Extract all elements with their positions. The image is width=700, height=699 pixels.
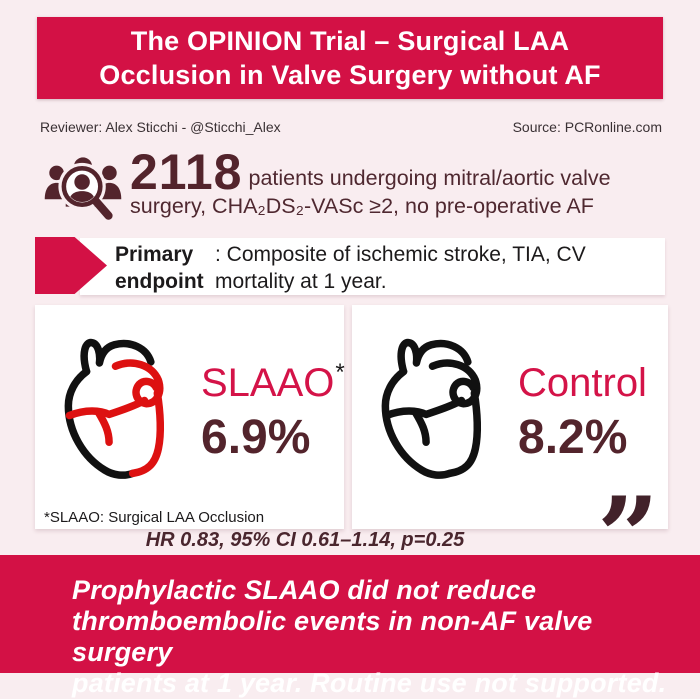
heart-black-icon [370,333,510,483]
hazard-ratio-stats: HR 0.83, 95% CI 0.61–1.14, p=0.25 [145,529,465,551]
arm-block [518,351,648,465]
reviewer-credit: Reviewer: Alex Sticchi - @Sticchi_Alex [40,119,281,135]
conclusion-quote [72,575,672,699]
population-description: patients undergoing mitral/aortic valve surgery, CHA₂DS₂-VASc ≥2, no pre-operative AF [130,166,611,218]
people-magnifier-icon [42,153,124,231]
source-credit: Source: PCRonline.com [512,119,662,135]
quote-mark-icon: ” [597,474,660,600]
arm-name-slaao [201,351,345,405]
quote-line-1: Prophylactic SLAAO did not reduce [72,575,537,605]
arm-value-control: 8.2% [518,411,628,464]
quote-line-3: patients at 1 year. Routine use not supported. [72,668,667,698]
heart-red-black-icon [53,333,193,483]
page-title-line-2: Occlusion in Valve Surgery without AF [99,60,601,90]
header-banner [37,17,663,99]
endpoint-content [115,241,625,295]
result-card-slaao [35,305,344,529]
arm-name-text: SLAAO [201,361,335,405]
patient-count: 2118 [130,144,243,200]
asterisk: * [335,359,345,386]
arm-name-control [518,351,648,405]
endpoint-description: : Composite of ischemic stroke, TIA, CV mortality at 1 year. [215,243,586,293]
arm-block [201,351,345,465]
card-row [35,305,344,529]
population-statement [130,144,682,220]
slaao-footnote: *SLAAO: Surgical LAA Occlusion [44,509,265,526]
arm-value-slaao: 6.9% [201,411,311,464]
page-title-line-1: The OPINION Trial – Surgical LAA [130,26,570,56]
endpoint-label: Primary endpoint [115,243,204,293]
quote-line-2: thromboembolic events in non-AF valve surgery [72,606,593,667]
arm-name-text: Control [518,361,647,405]
